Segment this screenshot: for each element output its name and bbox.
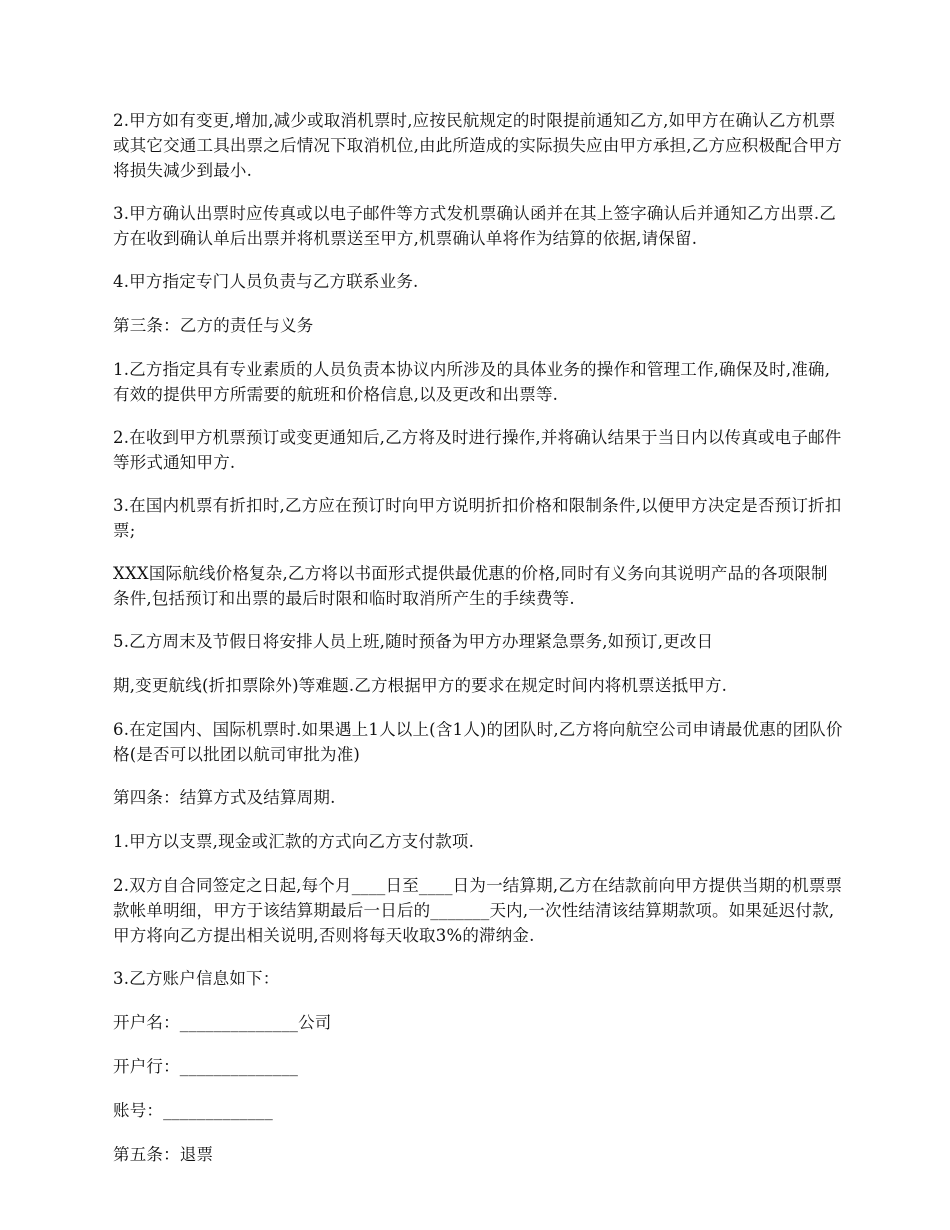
clause-paragraph-c3-account: 3.乙方账户信息如下： xyxy=(113,969,280,988)
section-heading-article-5: 第五条：退票 xyxy=(113,1145,214,1164)
clause-paragraph-b6-group: 6.在定国内、国际机票时.如果遇上1人以上(含1人)的团队时,乙方将向航空公司申请最优惠的团队价格(是否可以批团以航司审批为准) xyxy=(113,720,843,764)
account-number-line: 账号：_____________ xyxy=(113,1101,273,1120)
clause-paragraph-b5-continued: 期,变更航线(折扣票除外)等难题.乙方根据甲方的要求在规定时间内将机票送抵甲方. xyxy=(113,676,728,695)
clause-paragraph-b5-weekend: 5.乙方周末及节假日将安排人员上班,随时预备为甲方办理紧急票务,如预订,更改日 xyxy=(113,632,714,651)
clause-paragraph-3-confirm-ticket: 3.甲方确认出票时应传真或以电子邮件等方式发机票确认函并在其上签字确认后并通知乙方出票.乙方在收到确认单后出票并将机票送至甲方,机票确认单将作为结算的依据,请保留. xyxy=(113,204,836,248)
account-bank-line: 开户行：______________ xyxy=(113,1057,299,1076)
section-heading-article-4: 第四条：结算方式及结算周期. xyxy=(113,788,336,807)
clause-paragraph-b1-staff: 1.乙方指定具有专业素质的人员负责本协议内所涉及的具体业务的操作和管理工作,确保及时,准确,有效的提供甲方所需要的航班和价格信息,以及更改和出票等. xyxy=(113,360,831,404)
clause-paragraph-2-change-cancel: 2.甲方如有变更,增加,减少或取消机票时,应按民航规定的时限提前通知乙方,如甲方在确认乙方机票或其它交通工具出票之后情况下取消机位,由此所造成的实际损失应由甲方承担,乙方应积极配合甲方将损失减少到最小. xyxy=(113,111,842,180)
clause-paragraph-b2-booking: 2.在收到甲方机票预订或变更通知后,乙方将及时进行操作,并将确认结果于当日内以传真或电子邮件等形式通知甲方. xyxy=(113,428,842,472)
clause-paragraph-4-contact-person: 4.甲方指定专门人员负责与乙方联系业务. xyxy=(113,272,419,291)
account-name-line: 开户名：______________公司 xyxy=(113,1013,332,1032)
clause-paragraph-c1-payment: 1.甲方以支票,现金或汇款的方式向乙方支付款项. xyxy=(113,832,475,851)
clause-paragraph-c2-settlement: 2.双方自合同签定之日起,每个月____日至____日为一结算期,乙方在结款前向甲方提供当期的机票票款帐单明细，甲方于该结算期最后一日后的_______天内,一次性结清该结算期款项。如果延迟付款,甲方将向乙方提出相关说明,否则将每天收取3%的滞纳金. xyxy=(113,876,843,945)
section-heading-article-3: 第三条：乙方的责任与义务 xyxy=(113,316,314,335)
clause-paragraph-international: XXX国际航线价格复杂,乙方将以书面形式提供最优惠的价格,同时有义务向其说明产品的各项限制条件,包括预订和出票的最后时限和临时取消所产生的手续费等. xyxy=(113,564,828,608)
document-page xyxy=(113,108,843,1186)
clause-paragraph-b3-discount: 3.在国内机票有折扣时,乙方应在预订时向甲方说明折扣价格和限制条件,以便甲方决定是否预订折扣票; xyxy=(113,496,842,540)
